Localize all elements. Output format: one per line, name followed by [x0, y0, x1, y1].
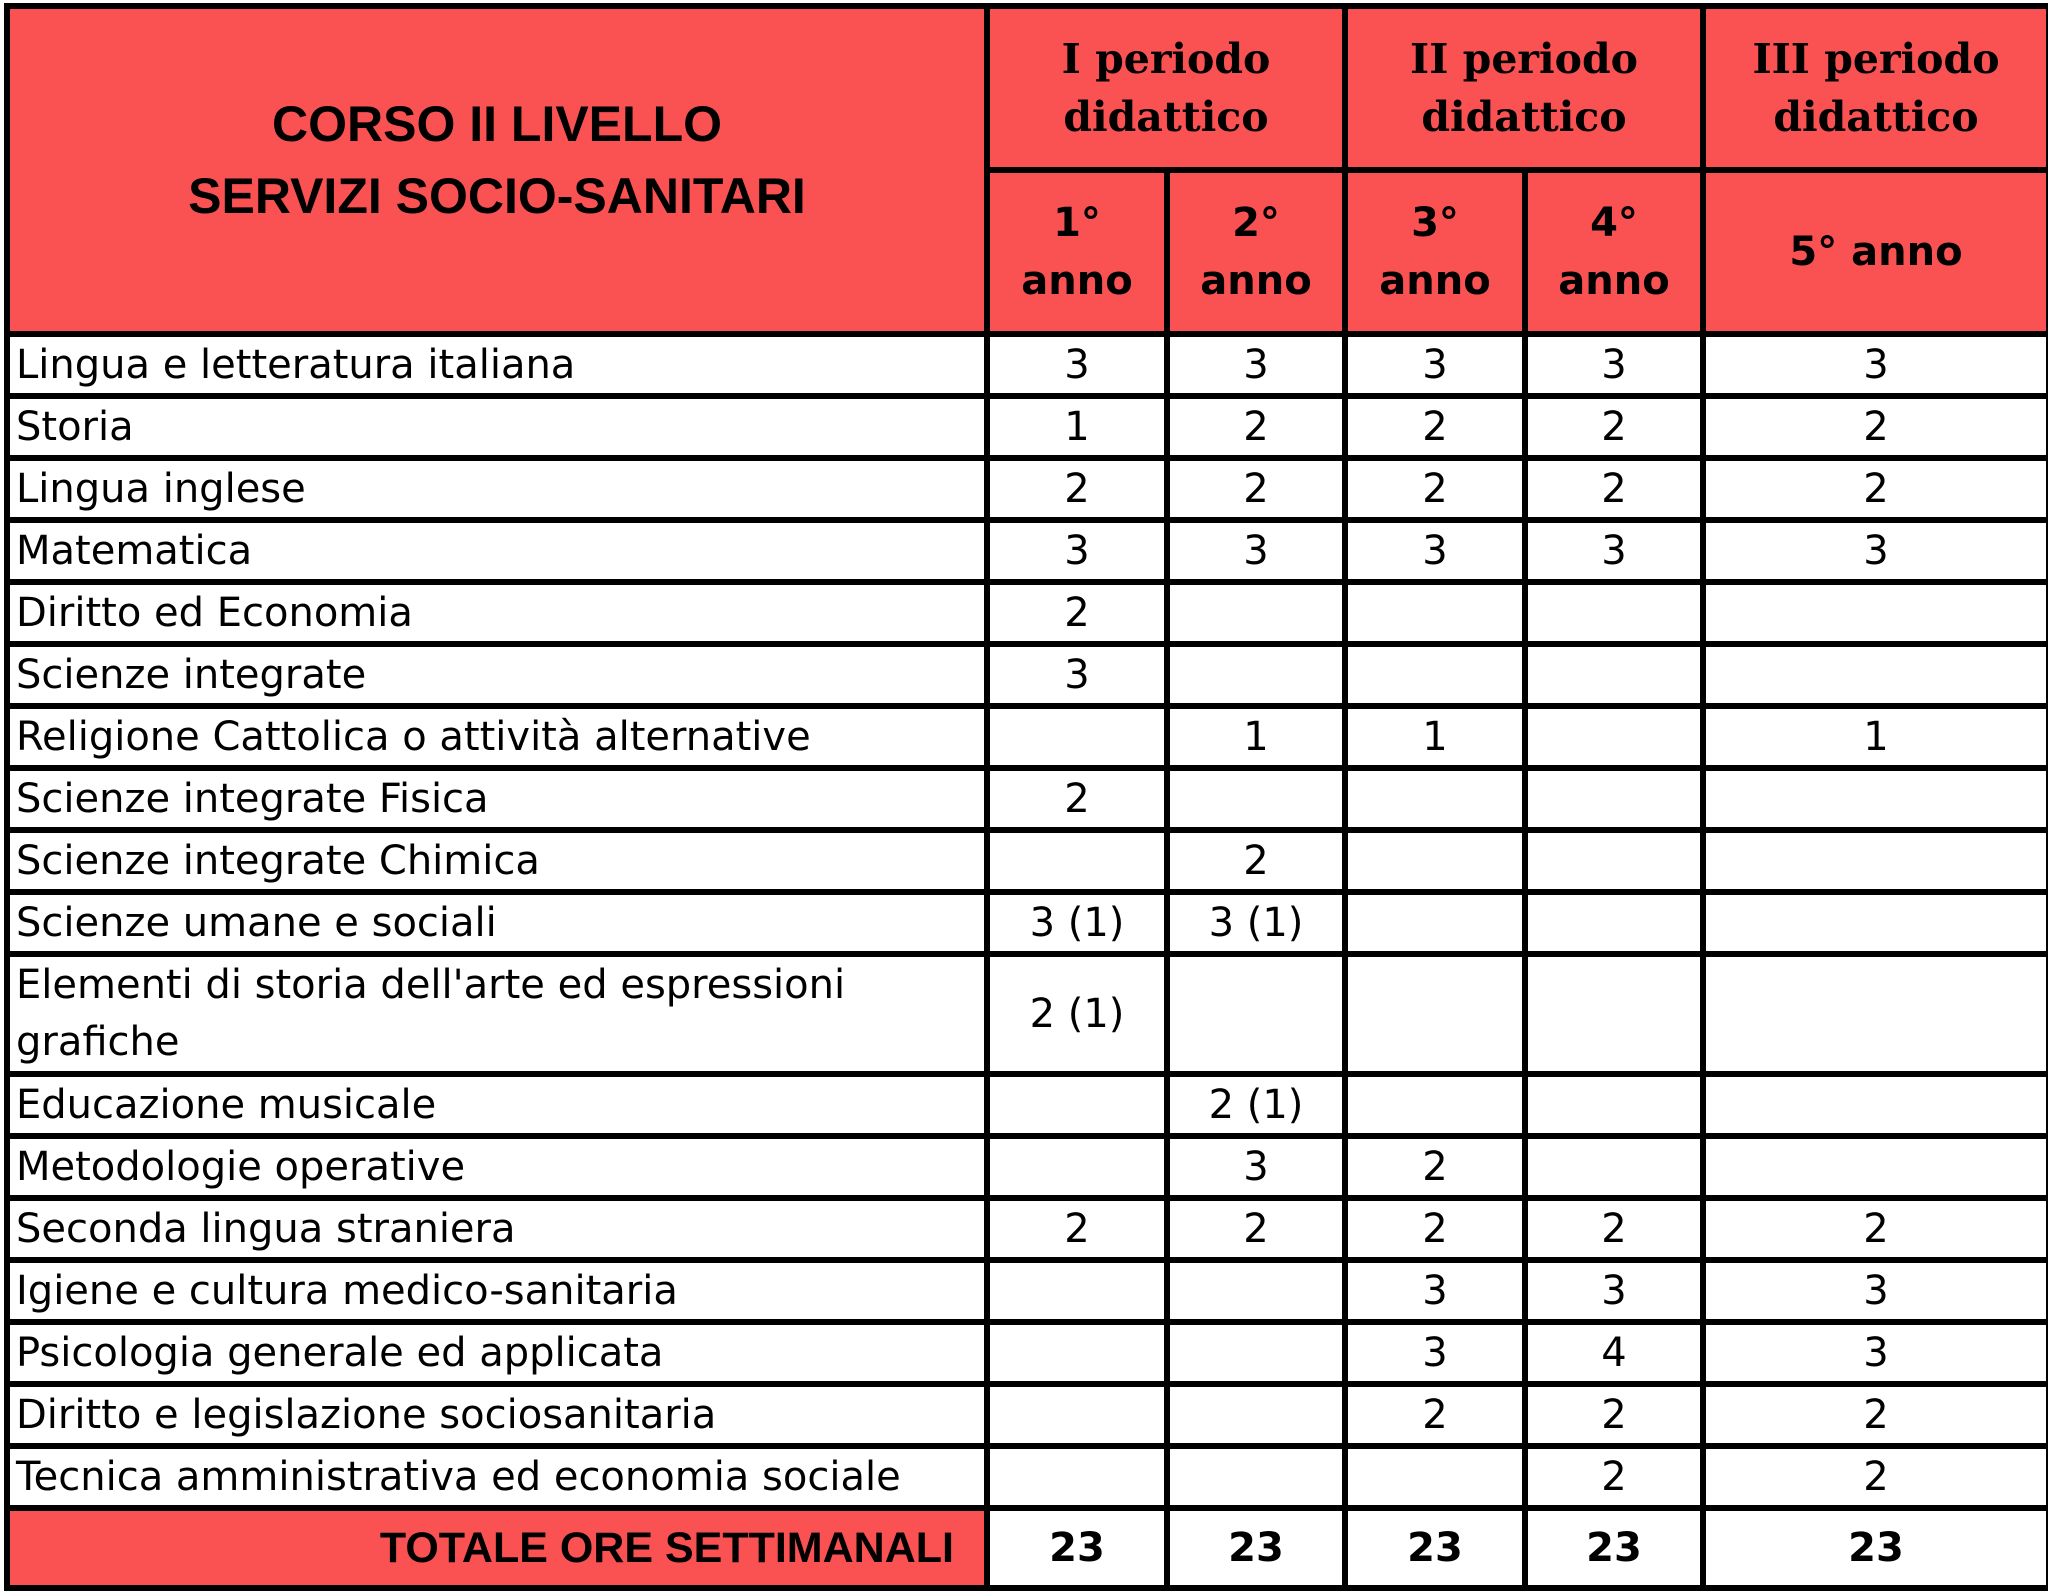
year-1-label: anno	[1021, 258, 1133, 304]
title-line-2: SERVIZI SOCIO-SANITARI	[188, 168, 806, 224]
hours-cell: 3	[1703, 1322, 2048, 1384]
hours-cell: 2 (1)	[1167, 1074, 1345, 1136]
subject-cell: Seconda lingua straniera	[7, 1198, 987, 1260]
period-1-label: I periodo	[1061, 35, 1271, 83]
hours-cell	[1167, 768, 1345, 830]
year-5-label: 5° anno	[1789, 229, 1963, 275]
title-line-1: CORSO II LIVELLO	[271, 96, 723, 152]
table-row	[7, 954, 2048, 1074]
hours-cell	[1167, 1260, 1345, 1322]
hours-cell	[1525, 954, 1703, 1074]
year-3-number: 3°	[1411, 200, 1459, 246]
hours-cell	[1703, 954, 2048, 1074]
subject-cell: Educazione musicale	[7, 1074, 987, 1136]
subject-cell: Scienze integrate Fisica	[7, 768, 987, 830]
table-row	[7, 334, 2048, 396]
hours-cell: 2	[1525, 1446, 1703, 1508]
year-2-number: 2°	[1232, 200, 1280, 246]
table-row	[7, 582, 2048, 644]
total-hours-cell: 23	[987, 1508, 1167, 1588]
hours-cell: 1	[987, 396, 1167, 458]
hours-cell	[1525, 706, 1703, 768]
hours-cell: 2	[987, 458, 1167, 520]
hours-cell: 2	[1703, 1198, 2048, 1260]
hours-cell: 3	[1525, 1260, 1703, 1322]
hours-cell: 1	[1345, 706, 1525, 768]
hours-cell: 3	[1345, 1260, 1525, 1322]
hours-cell: 3 (1)	[987, 892, 1167, 954]
hours-cell	[987, 1384, 1167, 1446]
year-2-label: anno	[1200, 258, 1312, 304]
table-row	[7, 458, 2048, 520]
hours-cell	[1345, 582, 1525, 644]
period-header-1	[987, 6, 1345, 170]
hours-cell: 1	[1703, 706, 2048, 768]
hours-cell	[1703, 768, 2048, 830]
year-1-number: 1°	[1053, 200, 1101, 246]
hours-cell	[1525, 768, 1703, 830]
hours-cell: 3	[1345, 520, 1525, 582]
table-row	[7, 1384, 2048, 1446]
table-row	[7, 644, 2048, 706]
year-header-1	[987, 170, 1167, 334]
hours-cell: 2	[1525, 1384, 1703, 1446]
hours-cell	[1703, 582, 2048, 644]
hours-cell	[1703, 892, 2048, 954]
year-header-5	[1703, 170, 2048, 334]
period-1-sublabel: didattico	[1063, 93, 1269, 141]
hours-cell	[1167, 1384, 1345, 1446]
hours-cell	[987, 706, 1167, 768]
year-header-2	[1167, 170, 1345, 334]
hours-cell	[1703, 1136, 2048, 1198]
hours-cell	[1345, 768, 1525, 830]
hours-cell	[1345, 954, 1525, 1074]
hours-cell	[1525, 830, 1703, 892]
hours-cell: 2	[1525, 1198, 1703, 1260]
hours-cell	[1345, 892, 1525, 954]
total-hours-cell: 23	[1345, 1508, 1525, 1588]
year-3-label: anno	[1379, 258, 1491, 304]
hours-cell: 3 (1)	[1167, 892, 1345, 954]
hours-cell: 2	[1345, 1136, 1525, 1198]
period-2-sublabel: didattico	[1421, 93, 1627, 141]
hours-cell: 3	[1703, 520, 2048, 582]
hours-cell: 3	[1703, 334, 2048, 396]
hours-cell: 2 (1)	[987, 954, 1167, 1074]
table-row	[7, 830, 2048, 892]
hours-cell: 3	[987, 334, 1167, 396]
hours-cell	[1167, 1446, 1345, 1508]
header-row-periods	[7, 6, 2048, 170]
hours-cell	[1703, 830, 2048, 892]
hours-cell: 2	[1703, 458, 2048, 520]
table-row	[7, 520, 2048, 582]
hours-cell: 3	[1345, 334, 1525, 396]
subject-cell: Storia	[7, 396, 987, 458]
period-header-2	[1345, 6, 1703, 170]
total-hours-cell: 23	[1525, 1508, 1703, 1588]
hours-cell: 2	[1345, 458, 1525, 520]
table-row	[7, 1074, 2048, 1136]
year-header-4	[1525, 170, 1703, 334]
hours-cell	[987, 830, 1167, 892]
year-4-number: 4°	[1590, 200, 1638, 246]
table-row	[7, 1198, 2048, 1260]
table-row	[7, 768, 2048, 830]
hours-cell	[987, 1074, 1167, 1136]
hours-cell: 2	[1703, 1384, 2048, 1446]
subject-cell: Matematica	[7, 520, 987, 582]
hours-cell: 2	[1167, 830, 1345, 892]
hours-cell: 2	[1525, 458, 1703, 520]
subject-cell: Tecnica amministrativa ed economia sociale	[7, 1446, 987, 1508]
hours-cell: 3	[987, 644, 1167, 706]
hours-cell	[1703, 644, 2048, 706]
hours-cell: 3	[1167, 334, 1345, 396]
hours-cell	[987, 1136, 1167, 1198]
hours-cell: 3	[1525, 520, 1703, 582]
hours-cell: 3	[1345, 1322, 1525, 1384]
subject-cell: Religione Cattolica o attività alternative	[7, 706, 987, 768]
hours-cell: 2	[1167, 1198, 1345, 1260]
hours-cell	[1345, 1446, 1525, 1508]
table-row	[7, 1136, 2048, 1198]
hours-cell	[1525, 892, 1703, 954]
total-hours-cell: 23	[1167, 1508, 1345, 1588]
curriculum-table	[4, 3, 2048, 1591]
table-title	[7, 6, 987, 334]
subject-cell: Igiene e cultura medico-sanitaria	[7, 1260, 987, 1322]
subject-cell: Lingua e letteratura italiana	[7, 334, 987, 396]
hours-cell	[1525, 1136, 1703, 1198]
hours-cell	[1167, 644, 1345, 706]
period-3-sublabel: didattico	[1773, 93, 1979, 141]
table-row	[7, 706, 2048, 768]
hours-cell	[987, 1322, 1167, 1384]
table-row	[7, 1260, 2048, 1322]
totals-label: TOTALE ORE SETTIMANALI	[7, 1508, 987, 1588]
hours-cell: 2	[1525, 396, 1703, 458]
total-hours-cell: 23	[1703, 1508, 2048, 1588]
hours-cell: 4	[1525, 1322, 1703, 1384]
hours-cell	[1345, 1074, 1525, 1136]
hours-cell	[1167, 1322, 1345, 1384]
hours-cell: 2	[987, 768, 1167, 830]
subject-cell: Lingua inglese	[7, 458, 987, 520]
subject-cell: Diritto e legislazione sociosanitaria	[7, 1384, 987, 1446]
hours-cell	[1525, 582, 1703, 644]
hours-cell: 2	[1345, 396, 1525, 458]
hours-cell	[1167, 582, 1345, 644]
table-row	[7, 892, 2048, 954]
hours-cell: 2	[1345, 1384, 1525, 1446]
hours-cell: 3	[1167, 520, 1345, 582]
hours-cell: 3	[1525, 334, 1703, 396]
hours-cell: 2	[1167, 396, 1345, 458]
hours-cell: 2	[987, 582, 1167, 644]
subject-cell: Elementi di storia dell'arte ed espressioni grafiche	[7, 954, 987, 1074]
hours-cell: 2	[987, 1198, 1167, 1260]
period-2-label: II periodo	[1410, 35, 1638, 83]
hours-cell: 2	[1703, 396, 2048, 458]
subject-cell: Scienze integrate Chimica	[7, 830, 987, 892]
table-row	[7, 1322, 2048, 1384]
subject-cell: Scienze umane e sociali	[7, 892, 987, 954]
hours-cell	[1345, 830, 1525, 892]
hours-cell: 2	[1345, 1198, 1525, 1260]
subject-cell: Psicologia generale ed applicata	[7, 1322, 987, 1384]
year-header-3	[1345, 170, 1525, 334]
hours-cell: 2	[1167, 458, 1345, 520]
table-row	[7, 396, 2048, 458]
hours-cell: 3	[987, 520, 1167, 582]
hours-cell	[1345, 644, 1525, 706]
hours-cell	[1525, 644, 1703, 706]
year-4-label: anno	[1558, 258, 1670, 304]
hours-cell: 3	[1167, 1136, 1345, 1198]
table-row	[7, 1446, 2048, 1508]
period-header-3	[1703, 6, 2048, 170]
period-3-label: III periodo	[1752, 35, 2000, 83]
hours-cell	[987, 1260, 1167, 1322]
hours-cell	[1703, 1074, 2048, 1136]
subject-cell: Metodologie operative	[7, 1136, 987, 1198]
hours-cell	[987, 1446, 1167, 1508]
hours-cell: 3	[1703, 1260, 2048, 1322]
hours-cell: 1	[1167, 706, 1345, 768]
hours-cell	[1167, 954, 1345, 1074]
subject-cell: Diritto ed Economia	[7, 582, 987, 644]
hours-cell: 2	[1703, 1446, 2048, 1508]
totals-row	[7, 1508, 2048, 1588]
hours-cell	[1525, 1074, 1703, 1136]
subject-cell: Scienze integrate	[7, 644, 987, 706]
